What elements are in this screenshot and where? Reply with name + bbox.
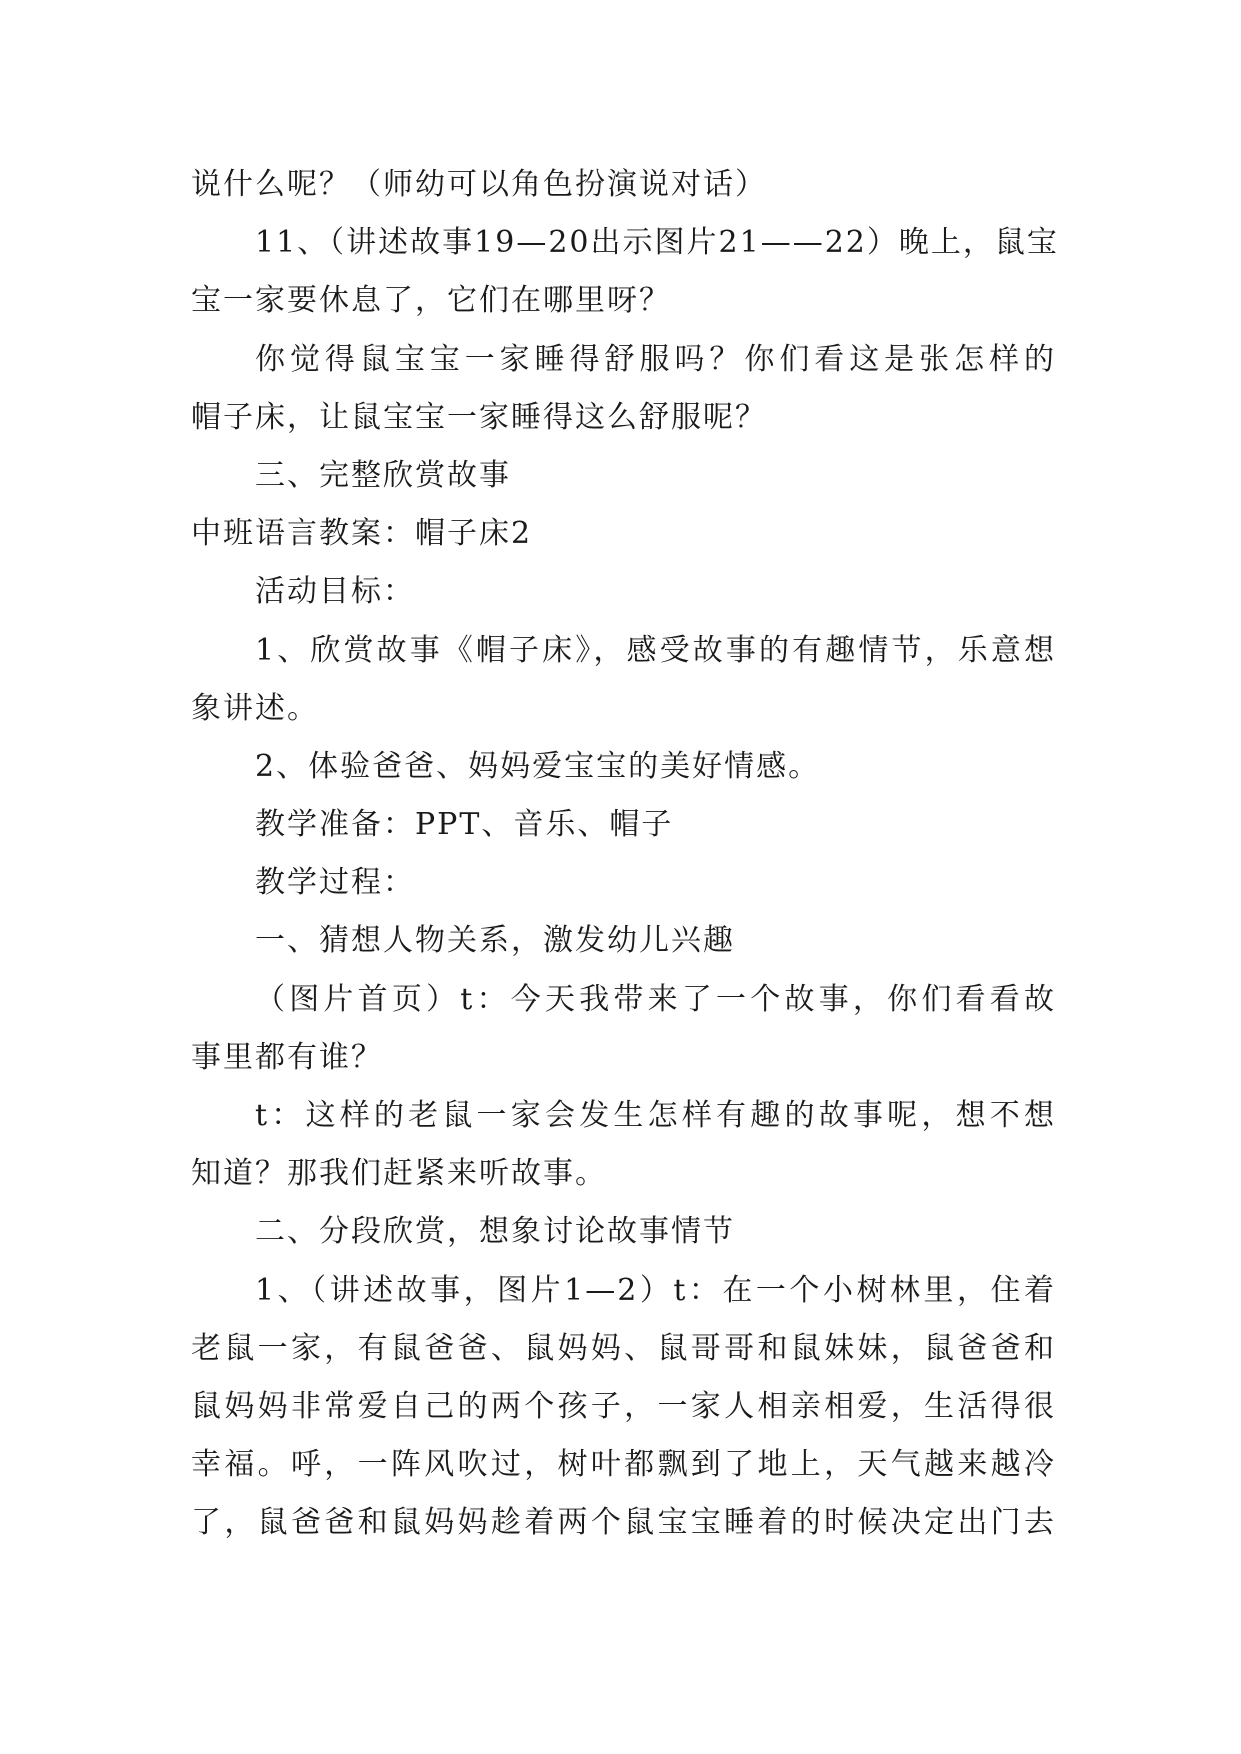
text-line: 了，鼠爸爸和鼠妈妈趁着两个鼠宝宝睡着的时候决定出门去 <box>191 1505 1056 1541</box>
document-title: 中班语言教案：帽子床2 <box>191 516 533 552</box>
section-heading: 三、完整欣赏故事 <box>255 457 511 493</box>
text-line: 活动目标： <box>255 574 415 610</box>
text-line: 帽子床，让鼠宝宝一家睡得这么舒服呢？ <box>191 399 767 435</box>
text-line: 幸福。呼，一阵风吹过，树叶都飘到了地上，天气越来越冷 <box>191 1447 1056 1483</box>
text-line: 老鼠一家，有鼠爸爸、鼠妈妈、鼠哥哥和鼠妹妹，鼠爸爸和 <box>191 1330 1056 1366</box>
section-heading: 二、分段欣赏，想象讨论故事情节 <box>255 1214 735 1250</box>
text-line: 11、（讲述故事19—20出示图片21——22）晚上，鼠宝 <box>255 225 1059 261</box>
text-line: 教学过程： <box>255 865 415 901</box>
text-line: 说什么呢？（师幼可以角色扮演说对话） <box>191 167 767 202</box>
text-line: 1、（讲述故事，图片1—2）t：在一个小树林里，住着 <box>255 1272 1056 1308</box>
text-line: 宝一家要休息了，它们在哪里呀？ <box>191 283 671 319</box>
document-body <box>191 156 1059 1553</box>
text-line: 知道？那我们赶紧来听故事。 <box>191 1156 607 1192</box>
text-line: （图片首页）t：今天我带来了一个故事，你们看看故 <box>255 981 1056 1017</box>
text-line: 象讲述。 <box>191 690 319 726</box>
text-line: 鼠妈妈非常爱自己的两个孩子，一家人相亲相爱，生活得很 <box>191 1388 1056 1424</box>
text-line: 事里都有谁？ <box>191 1039 383 1075</box>
text-line: 教学准备：PPT、音乐、帽子 <box>255 807 674 843</box>
text-line: 你觉得鼠宝宝一家睡得舒服吗？你们看这是张怎样的 <box>255 341 1056 377</box>
text-line: 2、体验爸爸、妈妈爱宝宝的美好情感。 <box>255 748 821 784</box>
section-heading: 一、猜想人物关系，激发幼儿兴趣 <box>255 923 735 959</box>
text-line: t：这样的老鼠一家会发生怎样有趣的故事呢，想不想 <box>255 1098 1056 1133</box>
text-line: 1、欣赏故事《帽子床》，感受故事的有趣情节，乐意想 <box>255 632 1056 668</box>
